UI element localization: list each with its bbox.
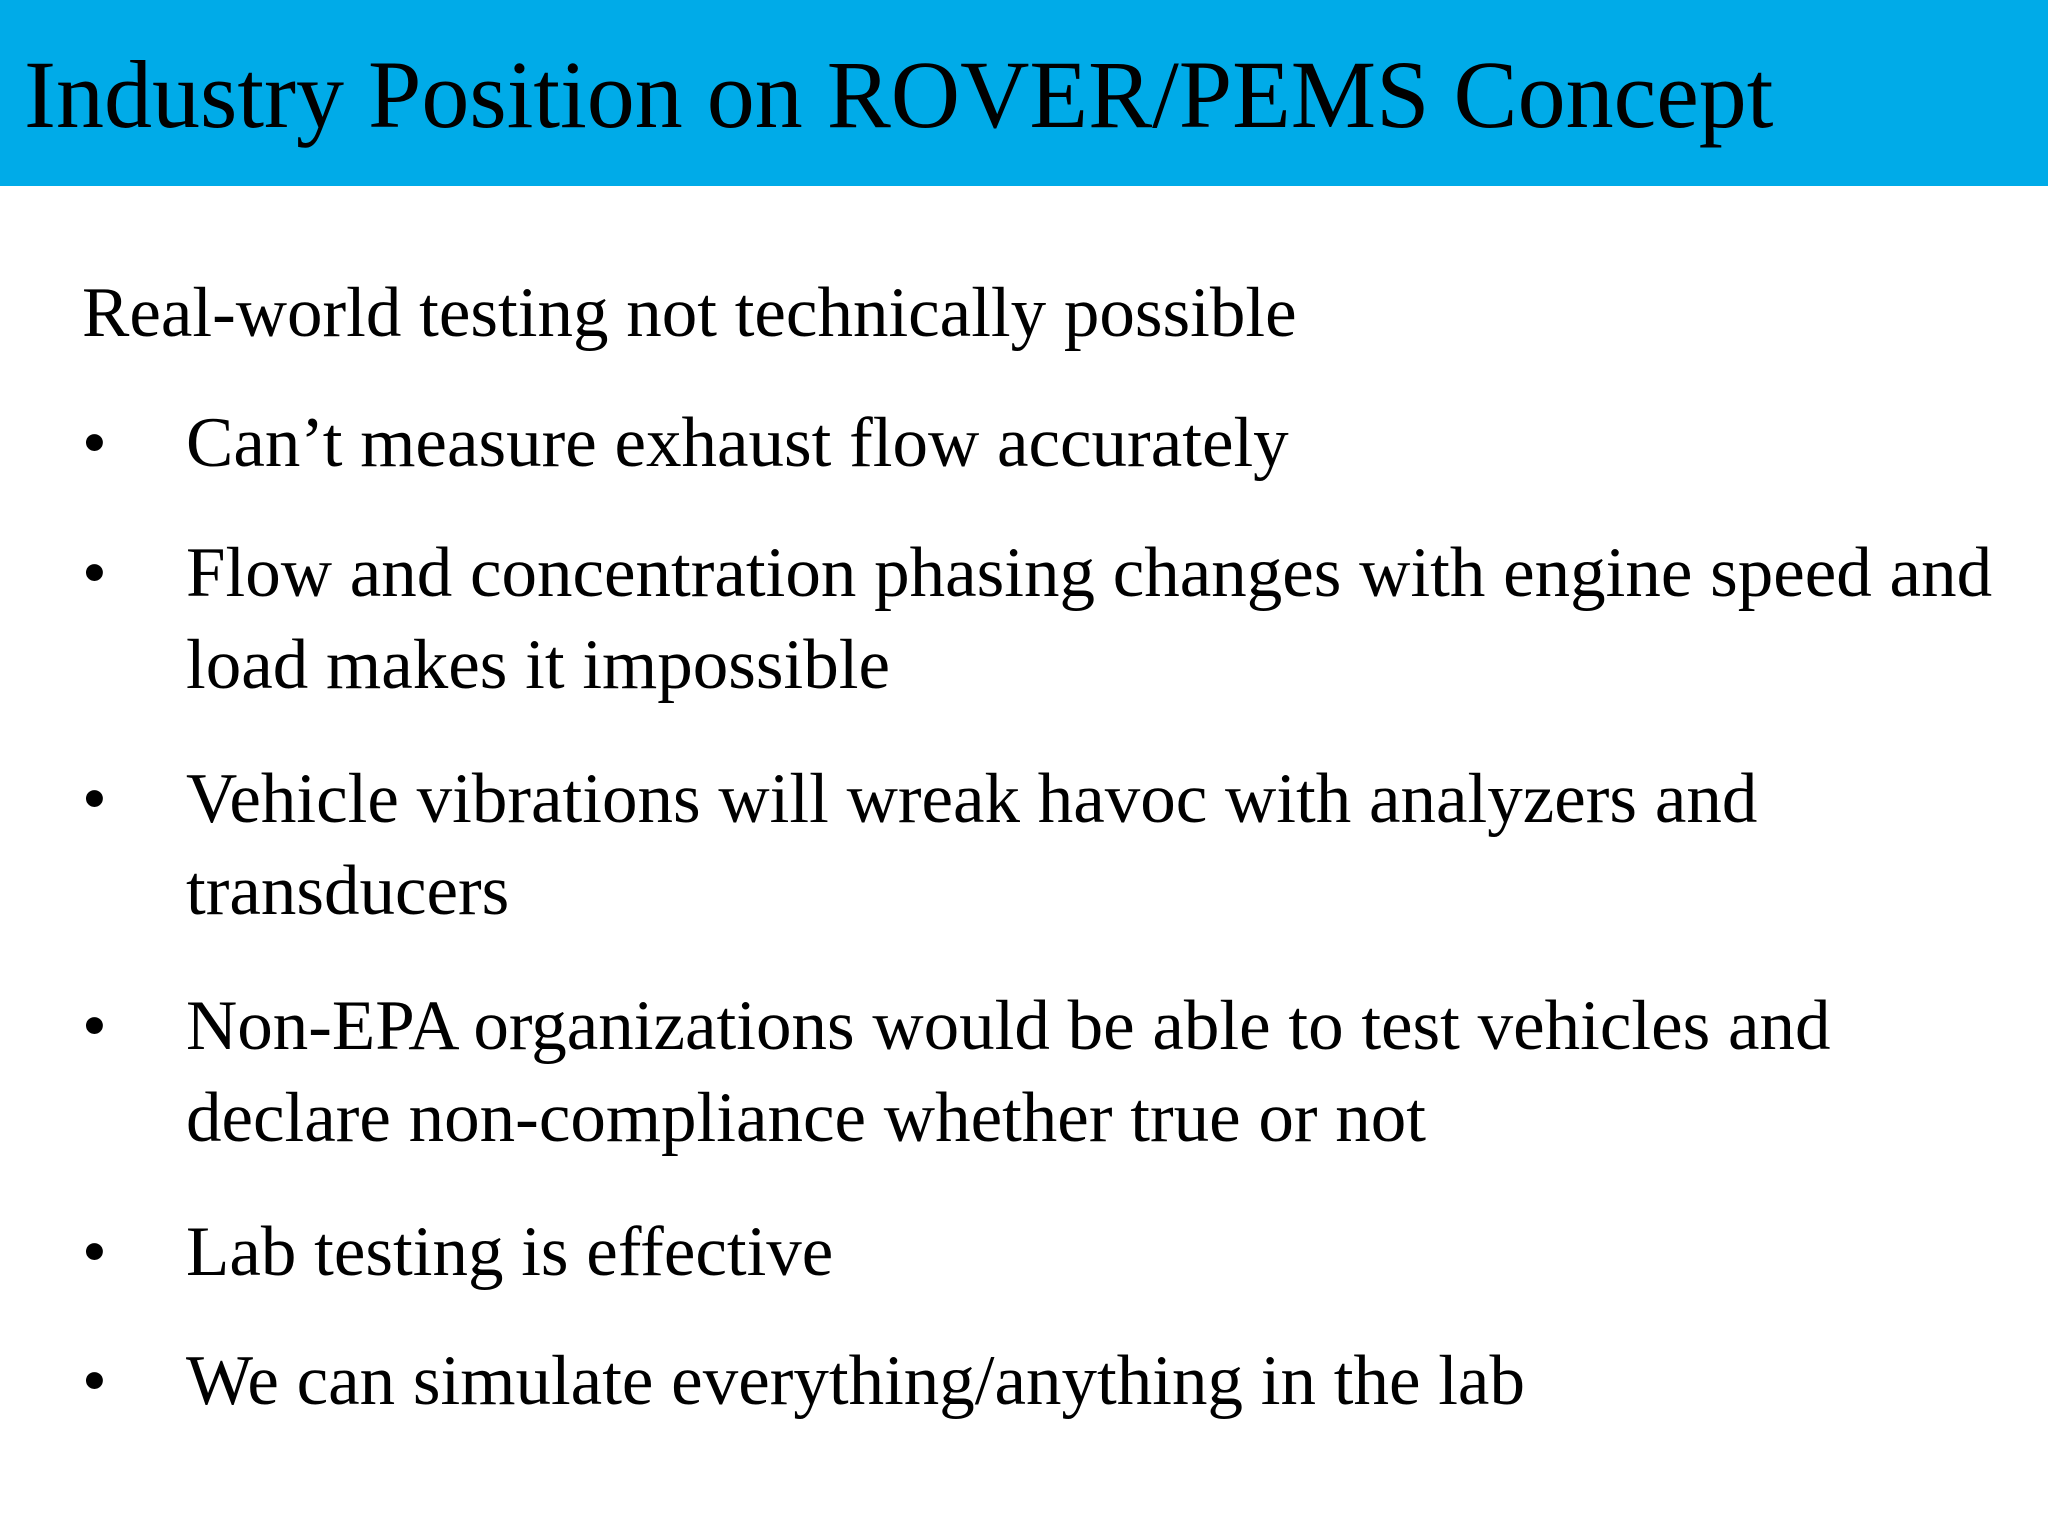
bullet-text: Lab testing is effective — [186, 1213, 834, 1291]
bullet-dot-icon: • — [82, 1342, 107, 1420]
bullet-dot-icon: • — [82, 1213, 107, 1291]
bullet-dot-icon: • — [82, 987, 107, 1065]
bullet-text: Flow and concentration phasing changes with engine speed and load makes it impossible — [186, 534, 1993, 704]
title-bar — [0, 0, 2048, 186]
bullet-dot-icon: • — [82, 760, 107, 838]
bullet-text: Vehicle vibrations will wreak havoc with analyzers and transducers — [186, 760, 1758, 930]
bullet-text: Non-EPA organizations would be able to test vehicles and declare non-compliance whether true or not — [186, 987, 1831, 1157]
bullet-text: We can simulate everything/anything in the lab — [186, 1342, 1525, 1420]
bullet-text: Can’t measure exhaust flow accurately — [186, 404, 1289, 482]
intro-text: Real-world testing not technically possible — [82, 274, 1297, 352]
bullet-dot-icon: • — [82, 534, 107, 612]
bullet-dot-icon: • — [82, 404, 107, 482]
slide-title: Industry Position on ROVER/PEMS Concept — [24, 41, 1774, 148]
